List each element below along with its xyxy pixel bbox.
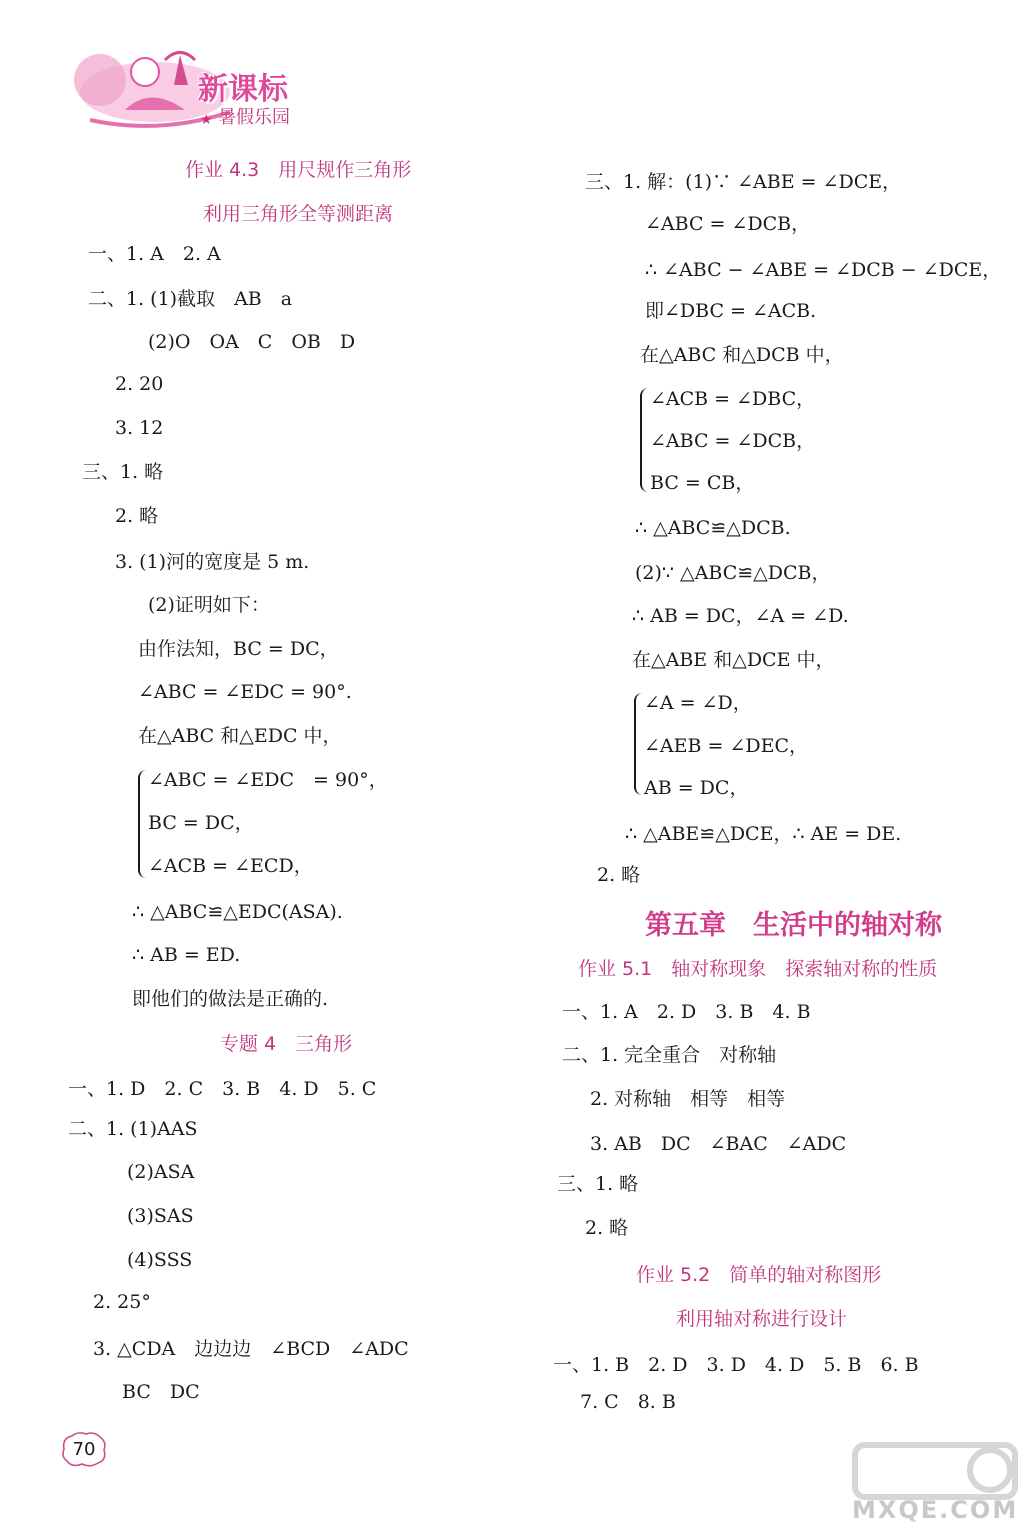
answer-line: (2)O OA C OB D bbox=[148, 331, 356, 353]
answer-line: ∴ △ABE≌△DCE，∴ AE = DE. bbox=[625, 823, 902, 845]
answer-line: (2)证明如下： bbox=[148, 594, 270, 616]
answer-line: ∠ABC = ∠DCB， bbox=[645, 213, 811, 235]
answer-line: BC DC bbox=[122, 1381, 200, 1403]
system-brace bbox=[640, 388, 650, 492]
answer-line: 2. 25° bbox=[93, 1291, 151, 1313]
answer-line: 一、1. A 2. D 3. B 4. B bbox=[562, 1001, 811, 1023]
answer-line: 二、1. (1)AAS bbox=[68, 1118, 198, 1140]
answer-line: 一、1. D 2. C 3. B 4. D 5. C bbox=[68, 1078, 377, 1100]
answer-line: 3. (1)河的宽度是 5 m. bbox=[115, 551, 310, 573]
answer-line: 即他们的做法是正确的. bbox=[132, 988, 329, 1010]
logo-subtitle: 暑假乐园 bbox=[218, 107, 290, 128]
answer-line: 由作法知，BC = DC， bbox=[138, 638, 339, 660]
answer-line: ∠AEB = ∠DEC， bbox=[644, 735, 809, 757]
answer-line: 2. 对称轴 相等 相等 bbox=[590, 1088, 786, 1110]
star-icon: ★ bbox=[200, 112, 213, 128]
answer-line: 二、1. (1)截取 AB a bbox=[88, 288, 293, 310]
section-subheading-5-2: 利用轴对称进行设计 bbox=[676, 1308, 848, 1330]
answer-line: 3. 12 bbox=[115, 417, 164, 439]
answer-line: (3)SAS bbox=[127, 1205, 194, 1227]
section-heading-topic-4: 专题 4 三角形 bbox=[220, 1033, 353, 1055]
answer-line: 3. △CDA 边边边 ∠BCD ∠ADC bbox=[93, 1338, 409, 1360]
answer-line: 二、1. 完全重合 对称轴 bbox=[562, 1044, 777, 1066]
answer-line: 一、1. A 2. A bbox=[88, 243, 221, 265]
answer-line: ∠ABC = ∠EDC = 90°. bbox=[138, 681, 352, 703]
answer-line: 2. 略 bbox=[115, 505, 159, 527]
answer-line: ∴ ∠ABC − ∠ABE = ∠DCB − ∠DCE， bbox=[645, 259, 1002, 281]
answer-line: ∠ABC = ∠EDC = 90°， bbox=[148, 769, 388, 791]
answer-line: 2. 略 bbox=[597, 864, 641, 886]
system-brace bbox=[634, 693, 644, 795]
answer-line: ∠A = ∠D， bbox=[644, 692, 752, 714]
answer-line: 在△ABE 和△DCE 中， bbox=[632, 649, 835, 671]
answer-line: ∴ △ABC≌△DCB. bbox=[635, 517, 791, 539]
chapter-title: 第五章 生活中的轴对称 bbox=[645, 910, 942, 941]
section-subheading-4-3: 利用三角形全等测距离 bbox=[203, 203, 394, 225]
section-heading-4-3: 作业 4.3 用尺规作三角形 bbox=[185, 159, 412, 181]
answer-line: ∠ACB = ∠ECD， bbox=[148, 855, 313, 877]
answer-line: 在△ABC 和△DCB 中， bbox=[640, 344, 844, 366]
answer-line: 三、1. 略 bbox=[557, 1173, 639, 1195]
section-heading-5-1: 作业 5.1 轴对称现象 探索轴对称的性质 bbox=[578, 958, 938, 980]
answer-line: (2)ASA bbox=[127, 1161, 195, 1183]
answer-line: ∠ABC = ∠DCB， bbox=[650, 430, 816, 452]
system-brace bbox=[138, 770, 148, 878]
answer-line: BC = CB， bbox=[650, 472, 755, 494]
answer-line: ∴ AB = ED. bbox=[132, 944, 241, 966]
section-heading-5-2: 作业 5.2 简单的轴对称图形 bbox=[636, 1264, 882, 1286]
answer-line: 三、1. 解：(1)∵ ∠ABE = ∠DCE， bbox=[585, 171, 902, 193]
answer-line: (2)∵ △ABC≌△DCB， bbox=[635, 562, 831, 584]
answer-line: 一、1. B 2. D 3. D 4. D 5. B 6. B bbox=[553, 1354, 919, 1376]
answer-line: 3. AB DC ∠BAC ∠ADC bbox=[590, 1133, 847, 1155]
answer-line: ∴ AB = DC，∠A = ∠D. bbox=[632, 605, 849, 627]
answer-line: 2. 略 bbox=[585, 1217, 629, 1239]
answer-line: 2. 20 bbox=[115, 373, 164, 395]
watermark-text: MXQE.COM bbox=[852, 1496, 1019, 1524]
answer-line: (4)SSS bbox=[127, 1249, 193, 1271]
page-number: 70 bbox=[72, 1439, 96, 1460]
answer-line: ∠ACB = ∠DBC， bbox=[650, 388, 816, 410]
answer-line: 在△ABC 和△EDC 中， bbox=[138, 725, 342, 747]
answer-line: 三、1. 略 bbox=[82, 461, 164, 483]
answer-line: AB = DC， bbox=[644, 777, 749, 799]
answer-line: 即∠DBC = ∠ACB. bbox=[645, 300, 817, 322]
logo-title: 新课标 bbox=[198, 72, 288, 107]
answer-line: BC = DC， bbox=[148, 812, 254, 834]
answer-line: ∴ △ABC≌△EDC(ASA). bbox=[132, 901, 343, 923]
answer-line: 7. C 8. B bbox=[580, 1391, 676, 1413]
